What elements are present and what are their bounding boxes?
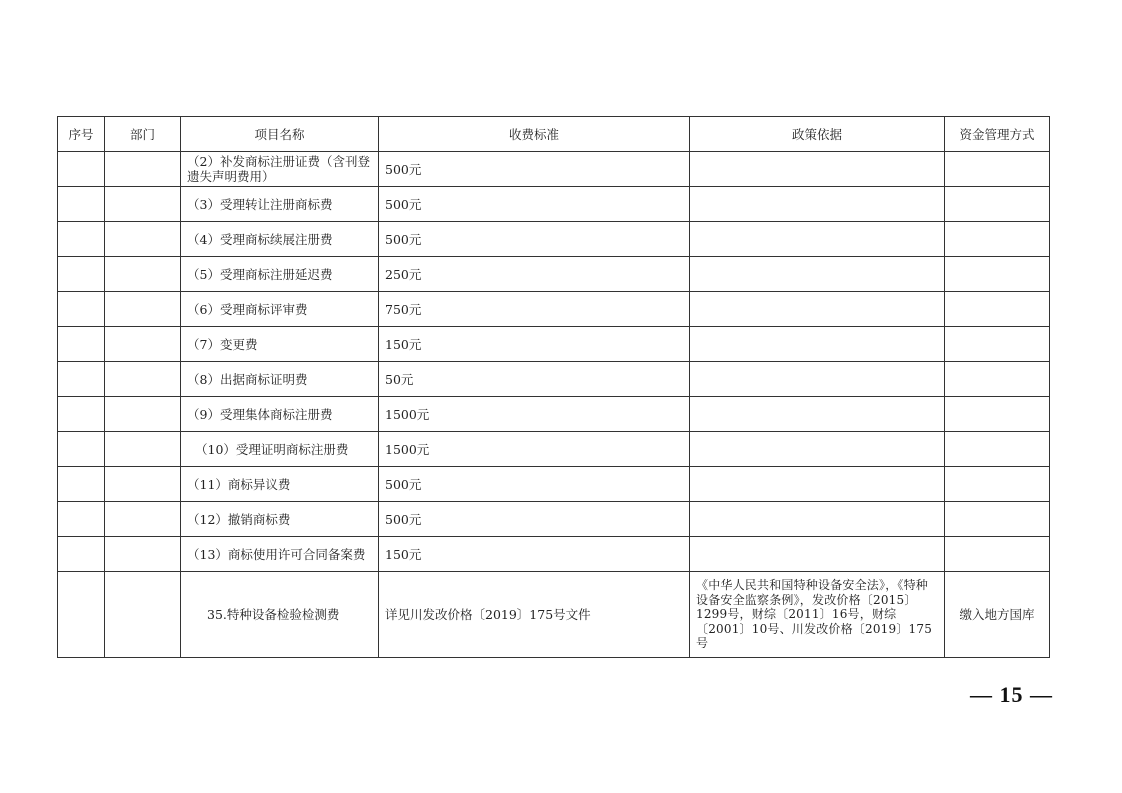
cell-policy [690, 432, 945, 467]
cell-seq [58, 502, 105, 537]
cell-fund [945, 222, 1050, 257]
cell-fund [945, 187, 1050, 222]
cell-standard: 750元 [379, 292, 690, 327]
header-dept: 部门 [105, 117, 181, 152]
cell-seq [58, 537, 105, 572]
cell-dept [105, 502, 181, 537]
cell-dept [105, 362, 181, 397]
table-header-row [58, 117, 1050, 152]
table-row [58, 572, 1050, 658]
cell-dept [105, 572, 181, 658]
table-row [58, 537, 1050, 572]
cell-policy [690, 222, 945, 257]
cell-standard: 1500元 [379, 432, 690, 467]
cell-fund [945, 292, 1050, 327]
header-item: 项目名称 [181, 117, 379, 152]
table-row [58, 362, 1050, 397]
cell-seq [58, 432, 105, 467]
cell-policy [690, 257, 945, 292]
cell-dept [105, 432, 181, 467]
fee-table [57, 116, 1050, 658]
cell-policy [690, 362, 945, 397]
table-row [58, 502, 1050, 537]
cell-fund [945, 152, 1050, 187]
cell-dept [105, 187, 181, 222]
cell-standard: 50元 [379, 362, 690, 397]
header-standard: 收费标准 [379, 117, 690, 152]
cell-fund: 缴入地方国库 [945, 572, 1050, 658]
cell-dept [105, 327, 181, 362]
cell-item: （2）补发商标注册证费（含刊登遗失声明费用） [181, 152, 379, 187]
cell-standard: 500元 [379, 152, 690, 187]
cell-fund [945, 432, 1050, 467]
cell-item: （7）变更费 [181, 327, 379, 362]
cell-dept [105, 467, 181, 502]
cell-dept [105, 397, 181, 432]
table-row [58, 432, 1050, 467]
cell-seq [58, 327, 105, 362]
cell-fund [945, 362, 1050, 397]
cell-policy [690, 187, 945, 222]
cell-item: （11）商标异议费 [181, 467, 379, 502]
cell-fund [945, 257, 1050, 292]
cell-fund [945, 397, 1050, 432]
table-row [58, 152, 1050, 187]
cell-policy [690, 292, 945, 327]
table-row [58, 397, 1050, 432]
cell-item: （6）受理商标评审费 [181, 292, 379, 327]
cell-dept [105, 292, 181, 327]
table-row [58, 292, 1050, 327]
cell-fund [945, 467, 1050, 502]
cell-item: （9）受理集体商标注册费 [181, 397, 379, 432]
cell-seq [58, 257, 105, 292]
page-number: — 15 — [970, 682, 1053, 707]
header-seq: 序号 [58, 117, 105, 152]
cell-standard: 500元 [379, 467, 690, 502]
cell-item: （3）受理转让注册商标费 [181, 187, 379, 222]
cell-standard: 500元 [379, 222, 690, 257]
header-fund: 资金管理方式 [945, 117, 1050, 152]
cell-seq [58, 187, 105, 222]
cell-standard: 150元 [379, 537, 690, 572]
cell-standard: 500元 [379, 502, 690, 537]
cell-policy [690, 397, 945, 432]
table-row [58, 467, 1050, 502]
cell-seq [58, 292, 105, 327]
cell-fund [945, 327, 1050, 362]
cell-item: （5）受理商标注册延迟费 [181, 257, 379, 292]
cell-dept [105, 152, 181, 187]
cell-standard: 500元 [379, 187, 690, 222]
cell-policy: 《中华人民共和国特种设备安全法》，《特种设备安全监察条例》，发改价格〔2015〕1299号，财综〔2011〕16号，财综〔2001〕10号、川发改价格〔2019〕175号 [690, 572, 945, 658]
cell-policy [690, 327, 945, 362]
cell-fund [945, 537, 1050, 572]
cell-policy [690, 537, 945, 572]
cell-policy [690, 467, 945, 502]
cell-standard: 150元 [379, 327, 690, 362]
cell-seq [58, 397, 105, 432]
cell-item: 35.特种设备检验检测费 [181, 572, 379, 658]
cell-seq [58, 572, 105, 658]
cell-item: （8）出据商标证明费 [181, 362, 379, 397]
cell-seq [58, 362, 105, 397]
cell-item: （10）受理证明商标注册费 [181, 432, 379, 467]
cell-seq [58, 467, 105, 502]
table-row [58, 187, 1050, 222]
cell-dept [105, 537, 181, 572]
cell-standard: 1500元 [379, 397, 690, 432]
cell-dept [105, 222, 181, 257]
cell-dept [105, 257, 181, 292]
cell-fund [945, 502, 1050, 537]
cell-seq [58, 222, 105, 257]
cell-item: （13）商标使用许可合同备案费 [181, 537, 379, 572]
cell-item: （12）撤销商标费 [181, 502, 379, 537]
cell-standard: 详见川发改价格〔2019〕175号文件 [379, 572, 690, 658]
cell-seq [58, 152, 105, 187]
cell-item: （4）受理商标续展注册费 [181, 222, 379, 257]
cell-standard: 250元 [379, 257, 690, 292]
table-row [58, 222, 1050, 257]
header-policy: 政策依据 [690, 117, 945, 152]
table-row [58, 257, 1050, 292]
cell-policy [690, 152, 945, 187]
table-row [58, 327, 1050, 362]
cell-policy [690, 502, 945, 537]
